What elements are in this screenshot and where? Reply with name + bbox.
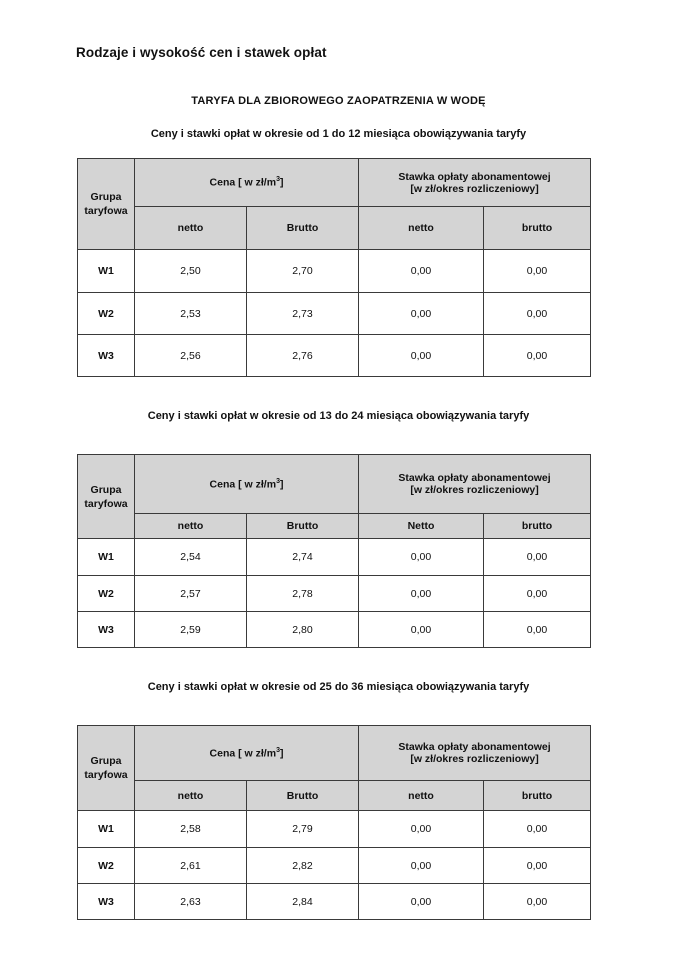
cell-price-gross: 2,76 xyxy=(247,335,359,377)
cell-price-gross: 2,73 xyxy=(247,293,359,335)
group-header xyxy=(78,455,135,539)
cell-price-gross: 2,80 xyxy=(247,612,359,648)
cell-price-gross: 2,82 xyxy=(247,848,359,884)
cell-fee-net: 0,00 xyxy=(359,539,484,576)
col-fee-gross: brutto xyxy=(484,514,591,539)
cell-fee-net: 0,00 xyxy=(359,884,484,920)
document-heading: Rodzaje i wysokość cen i stawek opłat xyxy=(76,45,327,60)
cell-fee-gross: 0,00 xyxy=(484,576,591,612)
table-row xyxy=(78,811,591,848)
row-group: W2 xyxy=(78,576,135,612)
group-header xyxy=(78,159,135,250)
row-group: W1 xyxy=(78,811,135,848)
cell-fee-gross: 0,00 xyxy=(484,811,591,848)
cell-fee-gross: 0,00 xyxy=(484,335,591,377)
period-1-title: Ceny i stawki opłat w okresie od 1 do 12 miesiąca obowiązywania taryfy xyxy=(150,128,527,140)
cell-price-net: 2,56 xyxy=(135,335,247,377)
group-header-line2: taryfowa xyxy=(84,497,128,510)
cell-price-net: 2,63 xyxy=(135,884,247,920)
col-price-net: netto xyxy=(135,781,247,811)
period-2-title: Ceny i stawki opłat w okresie od 13 do 24 miesiąca obowiązywania taryfy xyxy=(147,410,530,422)
table-row xyxy=(78,612,591,648)
tariff-table-period-1 xyxy=(77,158,591,377)
price-header: Cena [ w $zł/m^3$] xyxy=(135,455,359,514)
cell-fee-net: 0,00 xyxy=(359,848,484,884)
cell-price-gross: 2,79 xyxy=(247,811,359,848)
row-group: W1 xyxy=(78,250,135,293)
row-group: W3 xyxy=(78,884,135,920)
col-price-gross: Brutto xyxy=(247,207,359,250)
table-row xyxy=(78,576,591,612)
col-fee-net: Netto xyxy=(359,514,484,539)
fee-header: Stawka opłaty abonamentowej [w zł/okres rozliczeniowy] xyxy=(359,726,591,781)
cell-fee-gross: 0,00 xyxy=(484,250,591,293)
cell-price-gross: 2,74 xyxy=(247,539,359,576)
col-fee-gross: brutto xyxy=(484,781,591,811)
cell-fee-gross: 0,00 xyxy=(484,848,591,884)
cell-price-net: 2,59 xyxy=(135,612,247,648)
row-group: W3 xyxy=(78,612,135,648)
tariff-table-period-2 xyxy=(77,454,591,648)
group-header-line2: taryfowa xyxy=(84,769,128,781)
fee-header: Stawka opłaty abonamentowej [w zł/okres rozliczeniowy] xyxy=(359,159,591,207)
cell-price-net: 2,61 xyxy=(135,848,247,884)
table-row xyxy=(78,539,591,576)
price-header: Cena [ w $zł/m^3$] xyxy=(135,726,359,781)
row-group: W2 xyxy=(78,293,135,335)
group-header xyxy=(78,726,135,811)
cell-fee-net: 0,00 xyxy=(359,335,484,377)
fee-header: Stawka opłaty abonamentowej [w zł/okres rozliczeniowy] xyxy=(359,455,591,514)
cell-fee-gross: 0,00 xyxy=(484,884,591,920)
col-price-gross: Brutto xyxy=(247,514,359,539)
price-header: Cena [ w $zł/m^3$] xyxy=(135,159,359,207)
cell-fee-net: 0,00 xyxy=(359,250,484,293)
tariff-title: TARYFA DLA ZBIOROWEGO ZAOPATRZENIA W WODĘ xyxy=(191,95,486,107)
col-price-net: netto xyxy=(135,207,247,250)
col-fee-net: netto xyxy=(359,207,484,250)
table-row xyxy=(78,884,591,920)
group-header-line2: taryfowa xyxy=(84,205,128,217)
cell-price-gross: 2,70 xyxy=(247,250,359,293)
cell-price-gross: 2,84 xyxy=(247,884,359,920)
cell-fee-net: 0,00 xyxy=(359,612,484,648)
col-price-net: netto xyxy=(135,514,247,539)
cell-fee-net: 0,00 xyxy=(359,293,484,335)
group-header-line1: Grupa xyxy=(90,483,122,496)
cell-fee-gross: 0,00 xyxy=(484,293,591,335)
cell-fee-net: 0,00 xyxy=(359,576,484,612)
cell-fee-gross: 0,00 xyxy=(484,539,591,576)
group-header-line1: Grupa xyxy=(90,755,122,767)
row-group: W2 xyxy=(78,848,135,884)
cell-fee-gross: 0,00 xyxy=(484,612,591,648)
table-row xyxy=(78,335,591,377)
cell-price-net: 2,58 xyxy=(135,811,247,848)
col-fee-net: netto xyxy=(359,781,484,811)
tariff-table-period-3 xyxy=(77,725,591,920)
col-fee-gross: brutto xyxy=(484,207,591,250)
cell-price-net: 2,50 xyxy=(135,250,247,293)
row-group: W1 xyxy=(78,539,135,576)
table-row xyxy=(78,250,591,293)
cell-price-net: 2,57 xyxy=(135,576,247,612)
table-row xyxy=(78,293,591,335)
group-header-line1: Grupa xyxy=(90,191,122,203)
table-row xyxy=(78,848,591,884)
cell-price-net: 2,53 xyxy=(135,293,247,335)
cell-fee-net: 0,00 xyxy=(359,811,484,848)
col-price-gross: Brutto xyxy=(247,781,359,811)
period-3-title: Ceny i stawki opłat w okresie od 25 do 36 miesiąca obowiązywania taryfy xyxy=(147,681,530,693)
row-group: W3 xyxy=(78,335,135,377)
cell-price-net: 2,54 xyxy=(135,539,247,576)
cell-price-gross: 2,78 xyxy=(247,576,359,612)
